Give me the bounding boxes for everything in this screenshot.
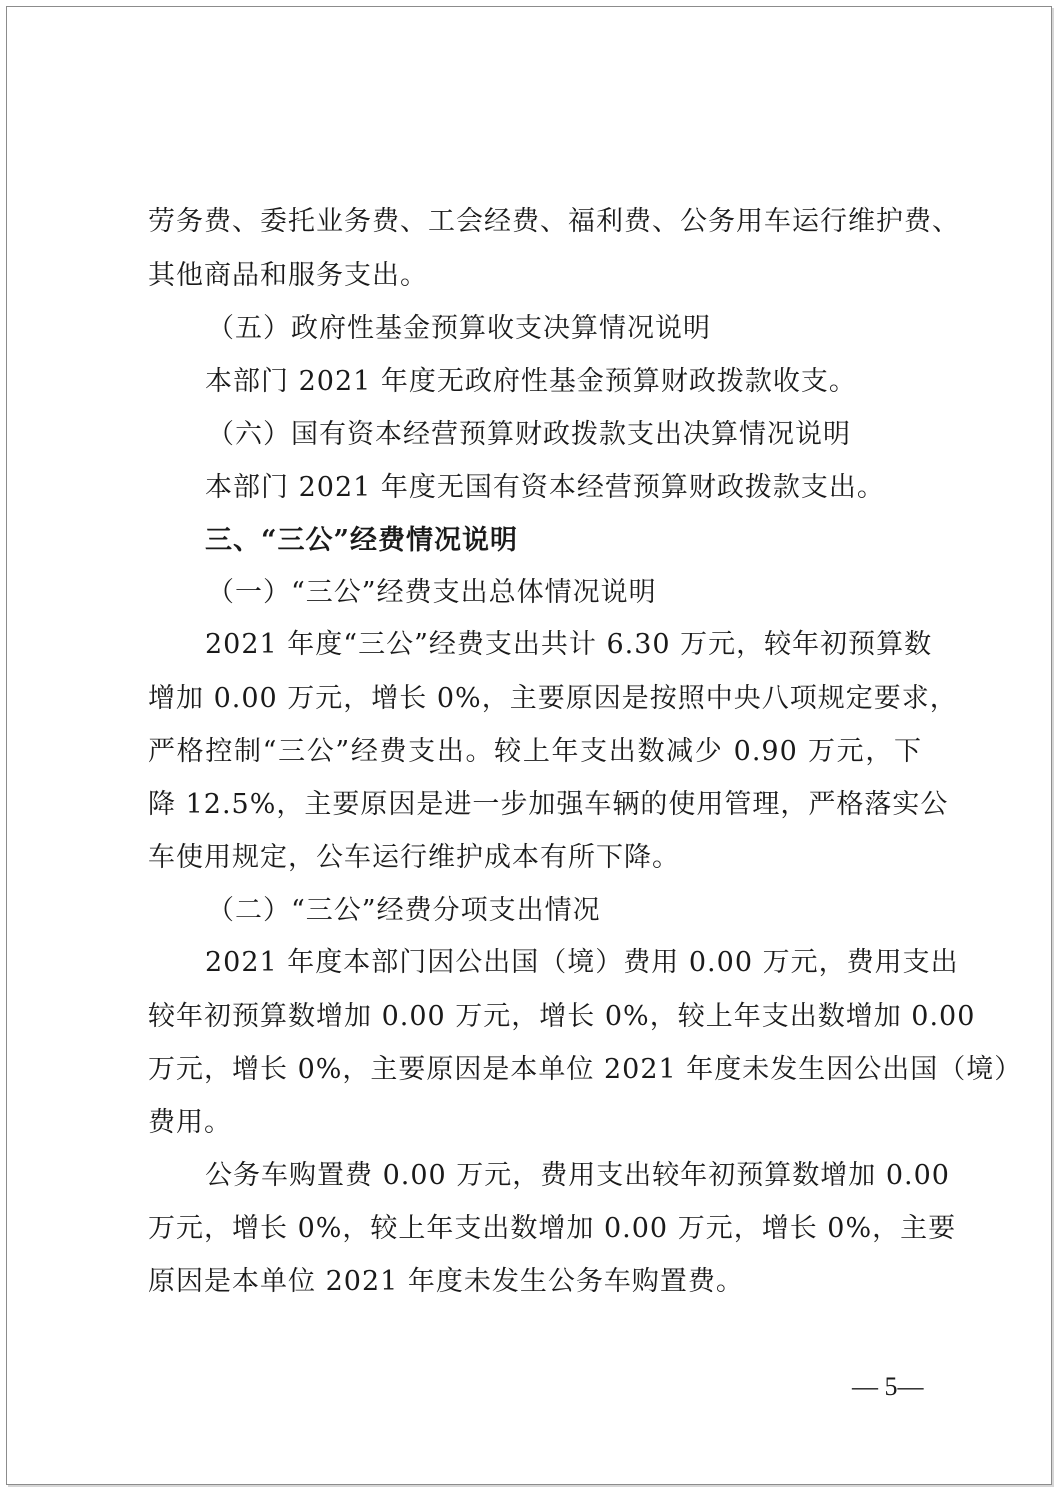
section-heading-6: （六）国有资本经营预算财政拨款支出决算情况说明	[207, 419, 851, 450]
paragraph-line: 本部门 2021 年度无国有资本经营预算财政拨款支出。	[205, 472, 885, 503]
paragraph-line: 车使用规定，公车运行维护成本有所下降。	[148, 842, 680, 873]
paragraph-line: 2021 年度本部门因公出国（境）费用 0.00 万元，费用支出	[205, 947, 959, 978]
paragraph-line: 万元，增长 0%，较上年支出数增加 0.00 万元，增长 0%，主要	[148, 1213, 957, 1244]
paragraph-line: 严格控制“三公”经费支出。较上年支出数减少 0.90 万元，下	[148, 736, 922, 767]
paragraph-line: 增加 0.00 万元，增长 0%，主要原因是按照中央八项规定要求，	[148, 683, 958, 714]
subsection-heading-2: （二）“三公”经费分项支出情况	[207, 895, 601, 926]
paragraph-line: 劳务费、委托业务费、工会经费、福利费、公务用车运行维护费、	[148, 206, 960, 237]
page-number: — 5—	[852, 1372, 924, 1401]
paragraph-line: 本部门 2021 年度无政府性基金预算财政拨款收支。	[205, 366, 857, 397]
paragraph-line: 万元，增长 0%，主要原因是本单位 2021 年度未发生因公出国（境）	[148, 1054, 1023, 1085]
paragraph-line: 公务车购置费 0.00 万元，费用支出较年初预算数增加 0.00	[205, 1160, 950, 1191]
paragraph-line: 原因是本单位 2021 年度未发生公务车购置费。	[148, 1266, 744, 1297]
subsection-heading-1: （一）“三公”经费支出总体情况说明	[207, 577, 657, 608]
paragraph-line: 其他商品和服务支出。	[148, 260, 428, 291]
section-heading-3: 三、“三公”经费情况说明	[205, 525, 519, 556]
section-heading-5: （五）政府性基金预算收支决算情况说明	[207, 313, 711, 344]
paragraph-line: 费用。	[148, 1107, 232, 1138]
paragraph-line: 较年初预算数增加 0.00 万元，增长 0%，较上年支出数增加 0.00	[148, 1001, 976, 1032]
paragraph-line: 2021 年度“三公”经费支出共计 6.30 万元，较年初预算数	[205, 629, 933, 660]
paragraph-line: 降 12.5%，主要原因是进一步加强车辆的使用管理，严格落实公	[148, 789, 949, 820]
